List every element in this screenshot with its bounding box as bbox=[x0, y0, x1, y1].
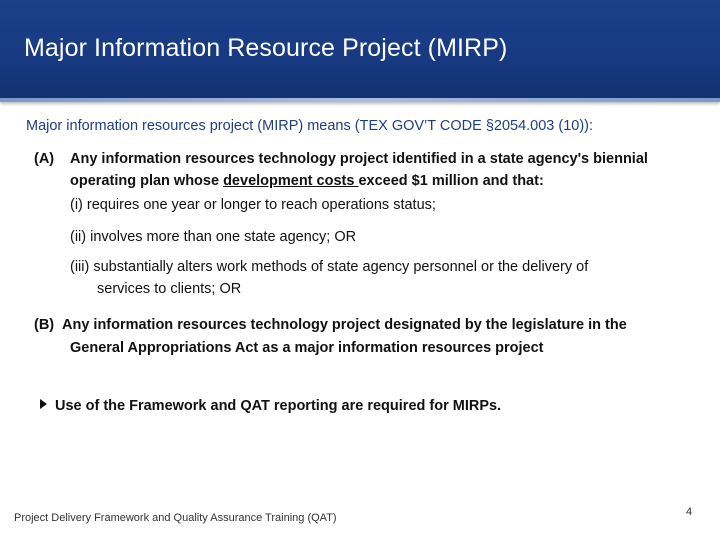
banner-accent-line bbox=[0, 98, 720, 102]
footer-course-title: Project Delivery Framework and Quality Assurance Training (QAT) bbox=[14, 512, 337, 524]
clause-a-marker: (A) bbox=[34, 151, 55, 167]
mirp-requirement-callout bbox=[40, 398, 501, 414]
definition-intro: Major information resources project (MIRP) means (TEX GOV’T CODE §2054.003 (10)): bbox=[26, 118, 594, 134]
sub-clause-ii: (ii) involves more than one state agency; OR bbox=[70, 229, 357, 245]
title-banner bbox=[0, 0, 720, 102]
callout-text: Use of the Framework and QAT reporting are required for MIRPs. bbox=[55, 398, 502, 414]
clause-a-line1: Any information resources technology project identified in a state agency's biennial bbox=[70, 151, 648, 167]
clause-a-line2 bbox=[70, 170, 544, 192]
sub-clause-i: (i) requires one year or longer to reach operations status; bbox=[70, 197, 436, 213]
development-costs-underlined: development costs bbox=[223, 173, 359, 189]
page-number: 4 bbox=[686, 506, 693, 518]
slide-title: Major Information Resource Project (MIRP) bbox=[24, 34, 508, 62]
sub-clause-iii-line1: (iii) substantially alters work methods of state agency personnel or the delivery of bbox=[70, 259, 589, 275]
clause-b-line1: Any information resources technology project designated by the legislature in the bbox=[62, 317, 627, 333]
clause-b-line2: General Appropriations Act as a major information resources project bbox=[70, 340, 544, 356]
clause-a-line2-pre: operating plan whose bbox=[70, 173, 224, 189]
clause-a-line2-post: exceed $1 million and that: bbox=[358, 173, 544, 189]
triangle-bullet-icon bbox=[40, 399, 47, 409]
sub-clause-iii-line2: services to clients; OR bbox=[97, 281, 242, 297]
clause-b-marker: (B) bbox=[34, 317, 55, 333]
